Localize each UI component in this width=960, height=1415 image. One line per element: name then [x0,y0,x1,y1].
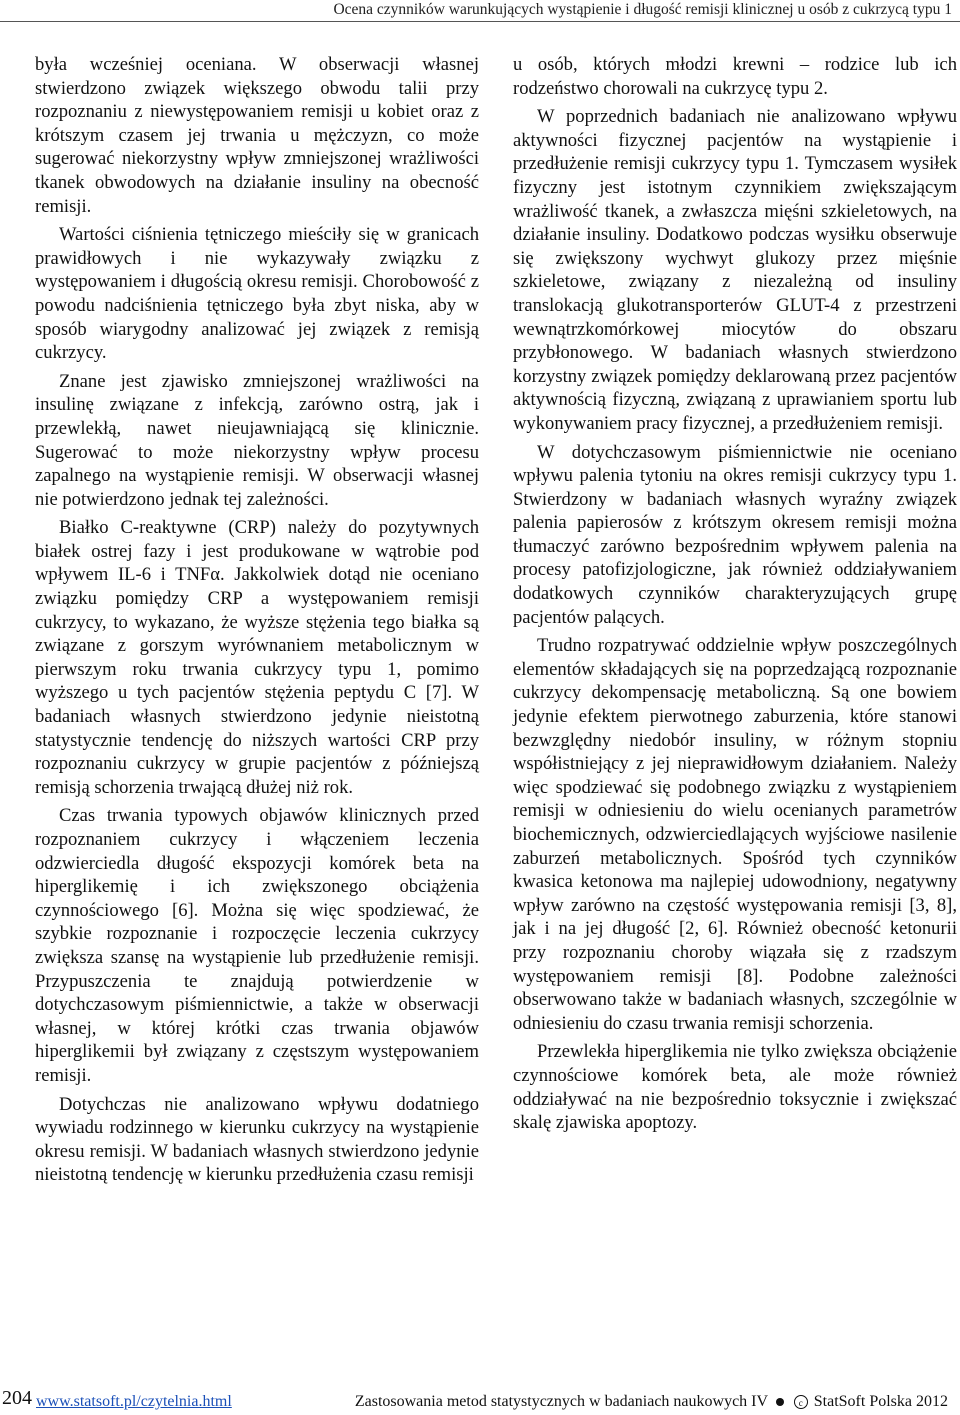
paragraph: W poprzednich badaniach nie analizowano wpływu aktywności fizycznej pacjentów na wystąpienie i przedłużenie remisji cukrzycy typu 1. Tymczasem wysiłek fizyczny jest istotnym czynnikiem zwiększającym wrażliwość tkanek, a zwłaszcza mięśni szkieletowych, na działanie insuliny. Dodatkowo podczas wysiłku obserwuje się zwiększony wychwyt glukozy przez mięśnie szkieletowe, związany z niezależną od insuliny translokacją glukotransporterów GLUT-4 z przestrzeni wewnątrzkomórkowej miocytów do obszaru przybłonowego. W badaniach własnych stwierdzono korzystny związek pomiędzy deklarowaną przez pacjentów aktywnością fizyczną, związaną z uprawianiem sportu lub wykonywaniem pracy fizycznej, a przedłużeniem remisji. [513,106,957,434]
copyright-icon: c [794,1395,808,1409]
publisher-name: StatSoft Polska 2012 [813,1393,948,1410]
paragraph: Trudno rozpatrywać oddzielnie wpływ poszczególnych elementów składających się na poprzedzającą rozpoznanie cukrzycy dekompensację metaboliczną. Są one bowiem jedynie efektem pierwotnego zaburzenia, które stanowi bezwzględny niedobór insuliny, w różnym stopniu współistniejący z jej nieprawidłowym działaniem. Należy więc spodziewać się podobnego związku z wystąpieniem remisji w odniesieniu do wielu ocenianych parametrów biochemicznych, odzwierciedlających wyjściowe nasilenie zaburzeń metabolicznych. Spośród tych czynników kwasica ketonowa ma najlepiej udowodniony, negatywny wpływ zarówno na częstość występowania remisji [3, 8], jak i na jej długość [2, 6]. Również obecność ketonurii przy rozpoznaniu choroby wiązała się z rzadszym występowaniem remisji [8]. Podobne zależności obserwowano także w badaniach własnych, szczególnie w odniesieniu do czasu trwania remisji schorzenia. [513,635,957,1034]
header-rule [0,21,960,22]
paragraph: Znane jest zjawisko zmniejszonej wrażliwości na insulinę związane z infekcją, zarówno ostrą, jak i przewlekłą, nawet nieujawniającą się klinicznie. Sugerować to może niekorzystny wpływ procesu zapalnego na wystąpienie remisji. W obserwacji własnej nie potwierdzono jednak tej zależności. [35,370,479,510]
footer-publication [355,1393,948,1411]
paragraph: Czas trwania typowych objawów klinicznych przed rozpoznaniem cukrzycy i włączeniem leczenia odzwierciedla długość ekspozycji komórek beta na hiperglikemię i ich zwiększonego obciążenia czynnościowego [6]. Można się więc spodziewać, że szybkie rozpoznanie i rozpoczęcie leczenia cukrzycy zwiększa szansę na wystąpienie lub przedłużenie remisji. Przypuszczenia te znajdują potwierdzenie w dotychczasowym piśmiennictwie, a także w obserwacji własnej, w której krótki czas trwania objawów hiperglikemii był związany z częstszym występowaniem remisji. [35,805,479,1086]
running-title: Ocena czynników warunkujących wystąpienie i długość remisji klinicznej u osób z cukrzycą typu 1 [333,1,952,18]
paragraph: Dotychczas nie analizowano wpływu dodatniego wywiadu rodzinnego w kierunku cukrzycy na wystąpienie okresu remisji. W badaniach własnych stwierdzono jedynie nieistotną tendencję w kierunku przedłużenia czasu remisji [35,1093,479,1186]
page-number: 204 [2,1387,32,1409]
paragraph: była wcześniej oceniana. W obserwacji własnej stwierdzono związek większego obwodu talii przy rozpoznaniu z niewystępowaniem remisji u kobiet oraz z krótszym czasem jej trwania u mężczyzn, co może sugerować niekorzystny wpływ zmniejszonej wrażliwości tkanek obwodowych na działanie insuliny na obecność remisji. [35,54,479,217]
paragraph: Przewlekła hiperglikemia nie tylko zwiększa obciążenie czynnościowe komórek beta, ale może również oddziaływać na nie bezpośrednio toksycznie i zwiększać skalę zjawiska apoptozy. [513,1041,957,1134]
running-header [0,0,960,22]
paragraph: Białko C-reaktywne (CRP) należy do pozytywnych białek ostrej fazy i jest produkowane w wątrobie pod wpływem IL-6 i TNFα. Jakkolwiek dotąd nie oceniano związku pomiędzy CRP a występowaniem remisji cukrzycy, to wykazano, że wyższe stężenia tego białka są związane z gorszym wyrównaniem metabolicznym w pierwszym roku trwania cukrzycy typu 1, pomimo wyższego u tych pacjentów stężenia peptydu C [7]. W badaniach własnych stwierdzono jedynie nieistotną statystycznie tendencję do niższych wartości CRP przy rozpoznaniu cukrzycy w grupie pacjentów z późniejszą remisją schorzenia trwającą dłużej niż rok. [35,517,479,798]
right-column [513,53,957,1140]
paragraph: W dotychczasowym piśmiennictwie nie oceniano wpływu palenia tytoniu na okres remisji cukrzycy typu 1. Stwierdzony w badaniach własnych wyraźny związek palenia papierosów z krótszym okresem remisji można tłumaczyć zarówno bezpośrednim wpływem palenia na procesy patofizjologiczne, jak również oddziaływaniem dodatkowych czynników charakteryzujących grupę pacjentów palących. [513,441,957,628]
bullet-icon [776,1398,784,1406]
publication-title: Zastosowania metod statystycznych w badaniach naukowych IV [354,1393,768,1410]
statsoft-link[interactable]: www.statsoft.pl/czytelnia.html [36,1393,232,1410]
paragraph: u osób, których młodzi krewni – rodzice lub ich rodzeństwo chorowali na cukrzycę typu 2. [513,54,957,99]
page-footer [0,1383,960,1415]
left-column [35,53,479,1192]
paragraph: Wartości ciśnienia tętniczego mieściły się w granicach prawidłowych i nie wykazywały związku z występowaniem i długością okresu remisji. Chorobowość z powodu nadciśnienia tętniczego była zbyt niska, aby w sposób wiarygodny analizować jej związek z remisją cukrzycy. [35,224,479,364]
